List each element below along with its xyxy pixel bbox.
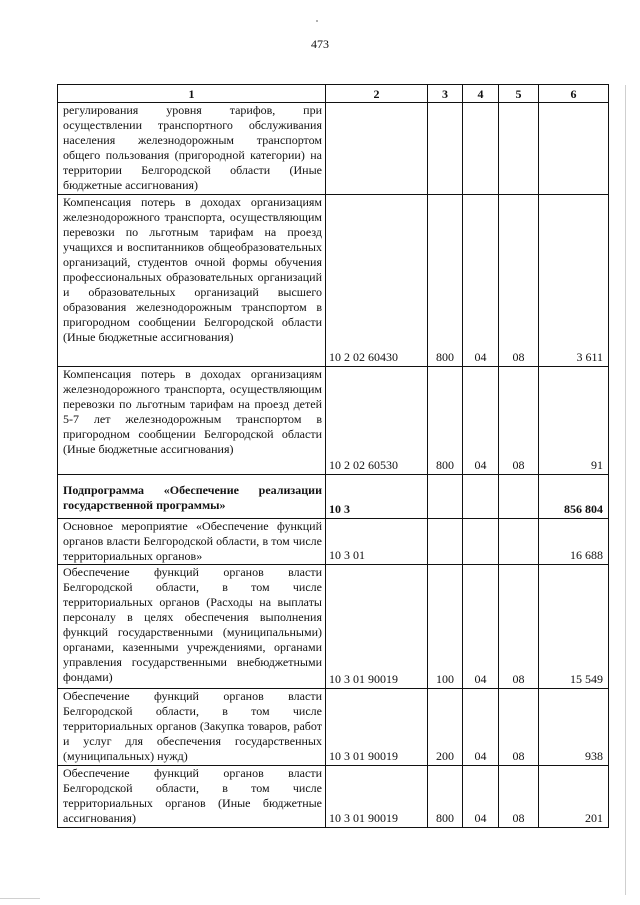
row-vr (428, 475, 463, 519)
scan-edge-mark (0, 898, 40, 899)
row-pr (499, 103, 539, 195)
row-pr (499, 475, 539, 519)
page-number: 473 (311, 37, 329, 51)
row-rz: 04 (463, 689, 499, 766)
row-rz (463, 519, 499, 565)
row-code: 10 3 (326, 475, 428, 519)
table-row (58, 367, 609, 475)
row-vr (428, 519, 463, 565)
row-code: 10 3 01 90019 (326, 565, 428, 689)
table-header-row (58, 85, 609, 103)
row-pr (499, 519, 539, 565)
budget-table (57, 84, 609, 828)
subprogram-title: Подпрограмма «Обеспечение реализации государственной программы» (58, 475, 326, 519)
header-col-3: 3 (428, 85, 463, 103)
row-pr: 08 (499, 367, 539, 475)
row-description: Обеспечение функций органов власти Белгородской области, в том числе территориальных органов (Иные бюджетные ассигнования) (58, 766, 326, 828)
scan-edge-line (625, 85, 626, 895)
row-vr: 100 (428, 565, 463, 689)
row-vr: 800 (428, 367, 463, 475)
row-amount: 201 (539, 766, 609, 828)
row-code: 10 2 02 60430 (326, 195, 428, 367)
row-description: регулирования уровня тарифов, при осуществлении транспортного обслуживания населения железнодорожным транспортом общего пользования (пригородной категории) на территории Белгородской области (Иные бюджетные ассигнования) (58, 103, 326, 195)
row-rz: 04 (463, 565, 499, 689)
row-code: 10 3 01 (326, 519, 428, 565)
table-row (58, 103, 609, 195)
header-col-4: 4 (463, 85, 499, 103)
row-description: Обеспечение функций органов власти Белгородской области, в том числе территориальных органов (Закупка товаров, работ и услуг для обеспечения государственных (муниципальных) нужд) (58, 689, 326, 766)
subprogram-row (58, 475, 609, 519)
row-pr: 08 (499, 689, 539, 766)
row-amount: 91 (539, 367, 609, 475)
row-rz (463, 475, 499, 519)
row-vr: 800 (428, 766, 463, 828)
row-description: Компенсация потерь в доходах организациям железнодорожного транспорта, осуществляющим перевозки по льготным тарифам на проезд учащихся и воспитанников общеобразовательных организаций, студентов очной формы обучения профессиональных образовательных организаций и образовательных организаций высшего образования железнодорожным транспортом в пригородном сообщении Белгородской области (Иные бюджетные ассигнования) (58, 195, 326, 367)
table-row (58, 519, 609, 565)
header-col-6: 6 (539, 85, 609, 103)
table-row (58, 689, 609, 766)
table-row (58, 195, 609, 367)
row-amount (539, 103, 609, 195)
table-row (58, 565, 609, 689)
row-amount: 16 688 (539, 519, 609, 565)
row-code: 10 3 01 90019 (326, 689, 428, 766)
row-amount: 938 (539, 689, 609, 766)
row-description: Компенсация потерь в доходах организациям железнодорожного транспорта, осуществляющим перевозки по льготным тарифам на проезд детей 5-7 лет железнодорожным транспортом в пригородном сообщении Белгородской области (Иные бюджетные ассигнования) (58, 367, 326, 475)
scan-speck (316, 20, 318, 22)
row-rz (463, 103, 499, 195)
row-vr: 200 (428, 689, 463, 766)
row-amount: 856 804 (539, 475, 609, 519)
header-col-2: 2 (326, 85, 428, 103)
row-amount: 15 549 (539, 565, 609, 689)
row-code (326, 103, 428, 195)
row-rz: 04 (463, 367, 499, 475)
row-rz: 04 (463, 766, 499, 828)
header-col-1: 1 (58, 85, 326, 103)
row-code: 10 2 02 60530 (326, 367, 428, 475)
header-col-5: 5 (499, 85, 539, 103)
row-pr: 08 (499, 766, 539, 828)
row-vr (428, 103, 463, 195)
row-description: Обеспечение функций органов власти Белгородской области, в том числе территориальных органов (Расходы на выплаты персоналу в целях обеспечения выполнения функций государственными (муниципальными) органами, казенными учреждениями, органами управления государственными внебюджетными фондами) (58, 565, 326, 689)
row-rz: 04 (463, 195, 499, 367)
row-code: 10 3 01 90019 (326, 766, 428, 828)
row-pr: 08 (499, 565, 539, 689)
row-amount: 3 611 (539, 195, 609, 367)
table-row (58, 766, 609, 828)
row-description: Основное мероприятие «Обеспечение функций органов власти Белгородской области, в том числе территориальных органов» (58, 519, 326, 565)
row-pr: 08 (499, 195, 539, 367)
row-vr: 800 (428, 195, 463, 367)
